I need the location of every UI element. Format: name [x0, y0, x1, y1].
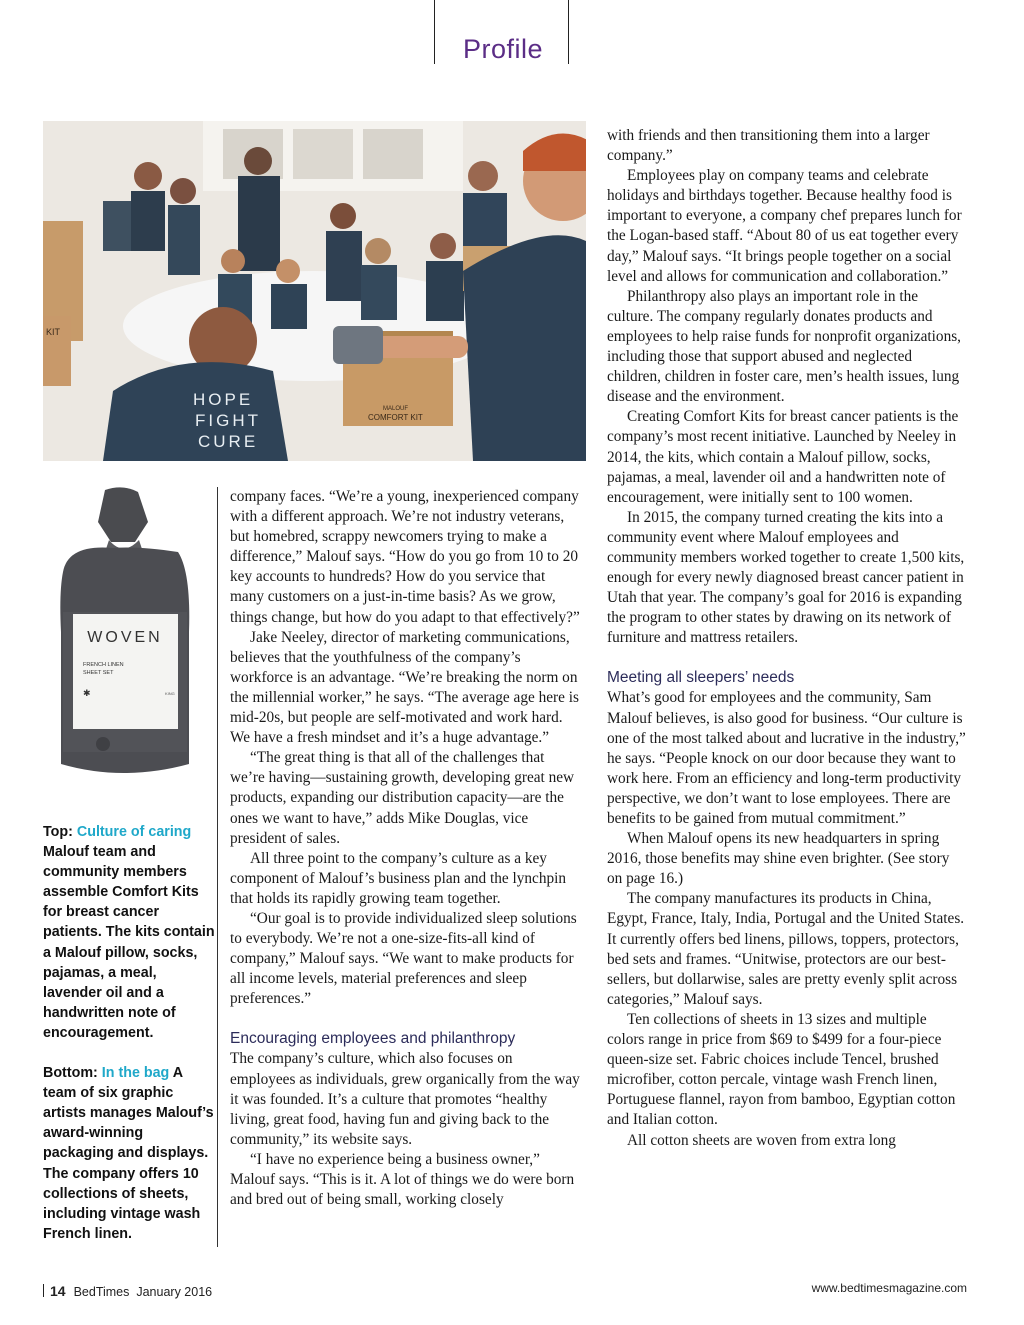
bag-line1: FRENCH LINEN: [83, 662, 124, 668]
photo-caption: [43, 822, 215, 1244]
page-number: 14: [50, 1283, 66, 1299]
shirt-text-hope: HOPE: [193, 390, 254, 409]
website-link[interactable]: www.bedtimesmagazine.com: [811, 1281, 967, 1295]
paragraph: What’s good for employees and the community, Sam Malouf believes, is also good for business. “Our culture is one of the most talked about and lucrative in the industry,” he says. “People knock on our door because they want to work here. From an efficiency and long-term productivity perspective, we don’t want to lose employees. There are benefits to be gained from mutual commitment.”: [607, 689, 966, 827]
paragraph: The company manufactures its products in China, Egypt, France, Italy, India, Portugal and the United States. It currently offers bed linens, pillows, toppers, protectors, bed sets and frames. “Unitwise, protectors are our best-sellers, but dollarwise, sales are pretty evenly split across categories,” Malouf says.: [607, 890, 965, 1008]
bag-size: KING: [165, 691, 175, 696]
footer-bar: [43, 1284, 44, 1297]
caption-top-label: Top:: [43, 824, 73, 840]
caption-top: [43, 822, 215, 1043]
column-divider: [217, 487, 218, 1247]
paragraph: When Malouf opens its new headquarters in spring 2016, those benefits may shine even brighter. (See story on page 16.): [607, 830, 950, 888]
paragraph: company faces. “We’re a young, inexperienced company with a different approach. We’re not industry veterans, but homebred, scrappy newcomers trying to make a difference,” Malouf says. “How do you go from 10 to 20 key accounts to hundreds? How do you service that many customers on a just-in-time basis? As we grow, things change, but how do you adapt to that effectively?”: [230, 488, 580, 626]
paragraph: In 2015, the company turned creating the kits into a community event where Malouf employees and community members worked together to create 1,500 kits, enough for every newly diagnosed breast cancer patient in Utah that year. The company’s goal for 2016 is expanding the program to other states by drawing on its network of furniture and mattress retailers.: [607, 508, 965, 647]
article-column-middle: [230, 487, 580, 1210]
photo-comfort-kits-illustration: [43, 121, 586, 461]
publication-name: BedTimes: [73, 1285, 130, 1299]
subheading-encouraging-employees: Encouraging employees and philanthropy: [230, 1030, 516, 1048]
caption-top-title: Culture of caring: [76, 824, 192, 840]
caption-bottom-label: Bottom:: [43, 1065, 98, 1082]
comfort-kit-box-text: COMFORT KIT: [368, 413, 423, 422]
footer-left: [43, 1283, 212, 1299]
paragraph: All three point to the company’s culture as a key component of Malouf’s business plan and the lynchpin that holds its rapidly growing team together.: [230, 849, 567, 907]
bag-brand: WOVEN: [87, 629, 163, 646]
paragraph: “Our goal is to provide individualized sleep solutions to everybody. We’re not a one-size-fits-all kind of company,” Malouf says. “We want to make products for all income levels, material preferences and sleep preferences.”: [230, 909, 577, 1008]
paragraph: Creating Comfort Kits for breast cancer patients is the company’s most recent initiative. Launched by Neeley in 2014, the kits, which contain a Malouf pillow, socks, pajamas, a meal, lavender oil and a handwritten note of encouragement, were initially sent to 100 women.: [607, 408, 959, 506]
caption-top-text: Malouf team and community members assemble Comfort Kits for breast cancer patients. The kits contain a Malouf pillow, socks, pajamas, a meal, lavender oil and a handwritten note of encouragement.: [43, 844, 215, 1041]
shirt-text-fight: FIGHT: [195, 411, 261, 430]
bag-line2: SHEET SET: [83, 670, 114, 676]
photo-comfort-kits: [43, 121, 586, 461]
shirt-text-cure: CURE: [198, 432, 259, 451]
article-column-right: [607, 126, 967, 1151]
header-rule-left: [434, 0, 435, 64]
paragraph: “The great thing is that all of the challenges that we’re having—sustaining growth, developing great new products, expanding our distribution capacity—are the ones we want to have,” adds Mike Douglas, vice president of sales.: [230, 749, 575, 847]
bag-asterisk: ✱: [83, 689, 91, 699]
paragraph: with friends and then transitioning them into a larger company.”: [607, 127, 930, 165]
paragraph: Employees play on company teams and celebrate holidays and birthdays together. Because healthy food is important to everyone, a company chef prepares lunch for the Logan-based staff. “About 80 of us eat together every day,” Malouf says. “It brings people together on a social level and allows for communication and collaboration.”: [607, 167, 962, 285]
photo-woven-bag: [43, 482, 203, 787]
paragraph: All cotton sheets are woven from extra long: [627, 1131, 896, 1149]
header-rule-right: [568, 0, 569, 64]
woven-bag-illustration: [43, 482, 203, 787]
paragraph: Philanthropy also plays an important role in the culture. The company regularly donates products and employees to help raise funds for nonprofit organizations, including those that support abused and neglected children, children in foster care, men’s health issues, lung disease and the environment.: [607, 287, 962, 406]
side-box-text: KIT: [46, 327, 61, 337]
paragraph: The company’s culture, which also focuses on employees as individuals, grew organically from the way it was founded. It’s a culture that promotes “healthy living, great food, having fun and giving back to the community,” its website says.: [230, 1050, 580, 1148]
comfort-kit-box-brand: MALOUF: [383, 406, 409, 412]
caption-bottom-text: A team of six graphic artists manages Malouf’s award-winning packaging and displays. The company offers 10 collections of sheets, including vintage wash French linen.: [43, 1065, 214, 1242]
caption-bottom: [43, 1063, 215, 1244]
issue-date: January 2016: [136, 1285, 213, 1299]
paragraph: “I have no experience being a business owner,” Malouf says. “This is it. A lot of things we do were born and bred out of being small, working closely: [230, 1150, 575, 1209]
subheading-meeting-sleepers-needs: Meeting all sleepers’ needs: [607, 669, 795, 687]
paragraph: Jake Neeley, director of marketing communications, believes that the youthfulness of the company’s workforce is an advantage. “We’re breaking the norm on the millennial worker,” he says. “The average age here is mid-20s, but people are self-motivated and work hard. We have a fresh mindset and it’s a huge advantage.”: [230, 628, 579, 747]
section-title: Profile: [462, 34, 544, 64]
caption-bottom-title: In the bag: [101, 1065, 170, 1082]
paragraph: Ten collections of sheets in 13 sizes and multiple colors range in price from $69 to $499 for a four-piece queen-size set. Fabric choices include Tencel, brushed microfiber, cotton percale, vintage wash French linen, Portuguese flannel, rayon from bamboo, Egyptian cotton and Italian cotton.: [607, 1010, 956, 1129]
